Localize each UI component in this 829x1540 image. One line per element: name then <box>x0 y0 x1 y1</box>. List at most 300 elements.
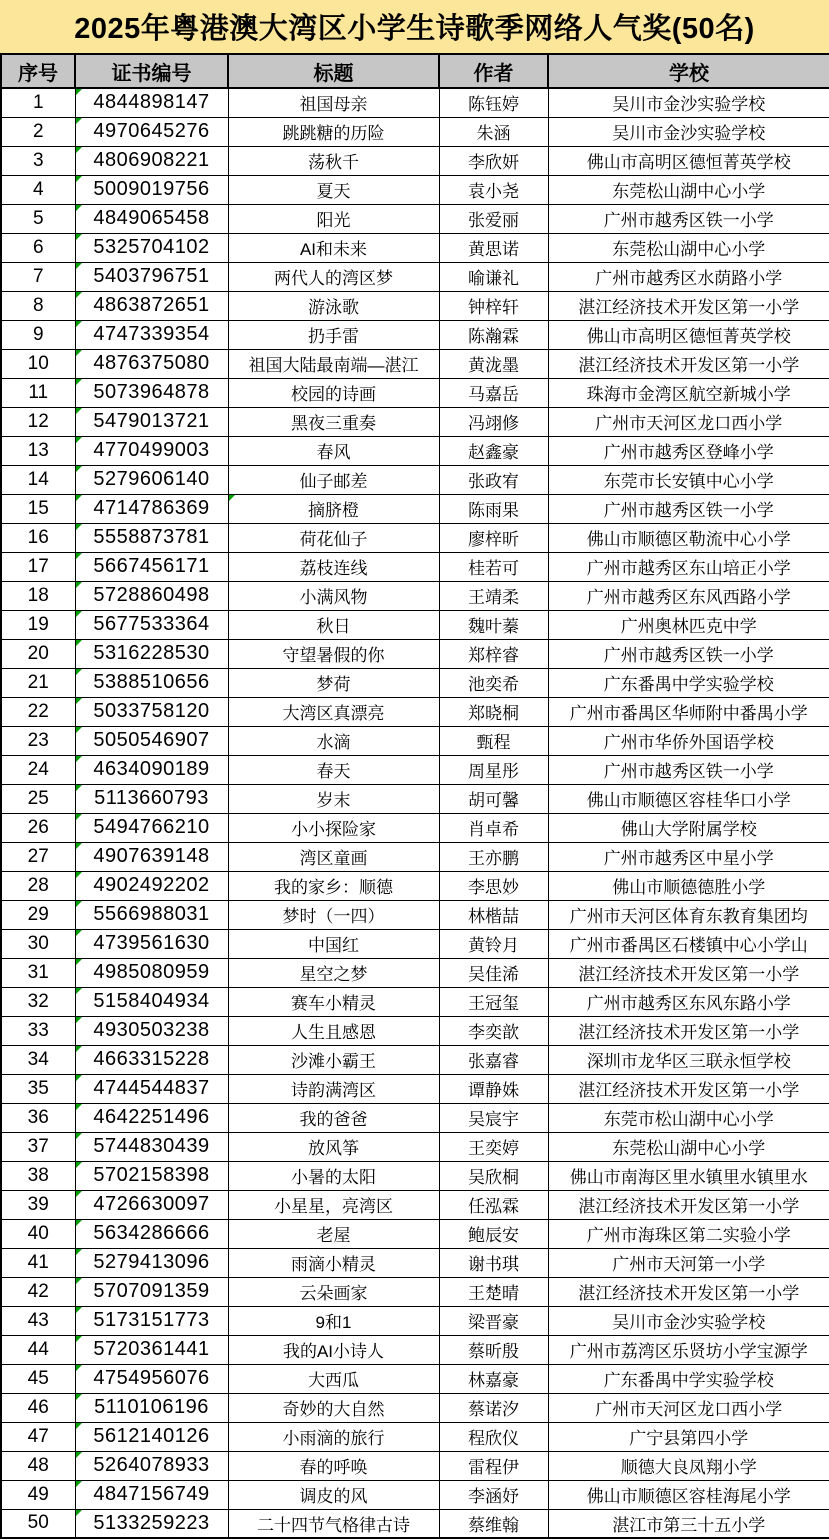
table-row <box>1 668 829 697</box>
certificate-number-cell: 5677533364 <box>75 610 228 639</box>
certificate-number-cell: 5264078933 <box>75 1451 228 1480</box>
row-index-cell: 40 <box>1 1219 75 1248</box>
certificate-number-cell: 5728860498 <box>75 581 228 610</box>
school-cell: 广州市越秀区东风东路小学 <box>548 987 829 1016</box>
author-cell: 赵鑫豪 <box>439 436 548 465</box>
row-index-cell: 35 <box>1 1074 75 1103</box>
row-index-cell: 45 <box>1 1364 75 1393</box>
table-row <box>1 465 829 494</box>
poem-title-cell: 赛车小精灵 <box>228 987 439 1016</box>
certificate-number-cell: 4754956076 <box>75 1364 228 1393</box>
row-index-cell: 8 <box>1 291 75 320</box>
poem-title-cell: 我的AI小诗人 <box>228 1335 439 1364</box>
certificate-number-cell: 5479013721 <box>75 407 228 436</box>
school-cell: 广州市天河区龙口西小学 <box>548 1393 829 1422</box>
certificate-number-cell: 5316228530 <box>75 639 228 668</box>
table-row <box>1 407 829 436</box>
poem-title-cell: 我的爸爸 <box>228 1103 439 1132</box>
certificate-number-cell: 4663315228 <box>75 1045 228 1074</box>
school-cell: 佛山市高明区德恒菁英学校 <box>548 320 829 349</box>
school-cell: 珠海市金湾区航空新城小学 <box>548 378 829 407</box>
row-index-cell: 18 <box>1 581 75 610</box>
row-index-cell: 10 <box>1 349 75 378</box>
table-row <box>1 88 829 117</box>
certificate-number-cell: 4930503238 <box>75 1016 228 1045</box>
author-cell: 王靖柔 <box>439 581 548 610</box>
col-header-cert: 证书编号 <box>75 54 228 88</box>
school-cell: 广东番禺中学实验学校 <box>548 668 829 697</box>
school-cell: 吴川市金沙实验学校 <box>548 88 829 117</box>
author-cell: 陈钰婷 <box>439 88 548 117</box>
poem-title-cell: 荔枝连线 <box>228 552 439 581</box>
school-cell: 佛山市顺德区容桂华口小学 <box>548 784 829 813</box>
table-row <box>1 1045 829 1074</box>
certificate-number-cell: 5009019756 <box>75 175 228 204</box>
author-cell: 雷程伊 <box>439 1451 548 1480</box>
row-index-cell: 21 <box>1 668 75 697</box>
poem-title-cell: 水滴 <box>228 726 439 755</box>
poem-title-cell: 二十四节气格律古诗 <box>228 1509 439 1538</box>
table-row <box>1 871 829 900</box>
author-cell: 李奕歆 <box>439 1016 548 1045</box>
school-cell: 广州市越秀区水荫路小学 <box>548 262 829 291</box>
row-index-cell: 32 <box>1 987 75 1016</box>
poem-title-cell: 岁末 <box>228 784 439 813</box>
row-index-cell: 38 <box>1 1161 75 1190</box>
certificate-number-cell: 5388510656 <box>75 668 228 697</box>
certificate-number-cell: 5033758120 <box>75 697 228 726</box>
certificate-number-cell: 4876375080 <box>75 349 228 378</box>
school-cell: 东莞松山湖中心小学 <box>548 233 829 262</box>
poem-title-cell: 黑夜三重奏 <box>228 407 439 436</box>
row-index-cell: 33 <box>1 1016 75 1045</box>
table-row <box>1 755 829 784</box>
poem-title-cell: 守望暑假的你 <box>228 639 439 668</box>
school-cell: 广州奥林匹克中学 <box>548 610 829 639</box>
table-row <box>1 1132 829 1161</box>
author-cell: 冯翊修 <box>439 407 548 436</box>
row-index-cell: 14 <box>1 465 75 494</box>
row-index-cell: 2 <box>1 117 75 146</box>
poem-title-cell: AI和未来 <box>228 233 439 262</box>
certificate-number-cell: 5612140126 <box>75 1422 228 1451</box>
certificate-number-cell: 4970645276 <box>75 117 228 146</box>
school-cell: 湛江经济技术开发区第一小学 <box>548 349 829 378</box>
poem-title-cell: 夏天 <box>228 175 439 204</box>
poem-title-cell: 雨滴小精灵 <box>228 1248 439 1277</box>
poem-title-cell: 小满风物 <box>228 581 439 610</box>
author-cell: 王楚晴 <box>439 1277 548 1306</box>
table-row <box>1 1364 829 1393</box>
author-cell: 黄思诺 <box>439 233 548 262</box>
row-index-cell: 24 <box>1 755 75 784</box>
page-title: 2025年粤港澳大湾区小学生诗歌季网络人气奖(50名) <box>0 0 829 53</box>
school-cell: 东莞市长安镇中心小学 <box>548 465 829 494</box>
certificate-number-cell: 5050546907 <box>75 726 228 755</box>
row-index-cell: 20 <box>1 639 75 668</box>
school-cell: 广州市越秀区中星小学 <box>548 842 829 871</box>
row-index-cell: 15 <box>1 494 75 523</box>
table-row <box>1 494 829 523</box>
table-row <box>1 1074 829 1103</box>
poem-title-cell: 摘脐橙 <box>228 494 439 523</box>
table-row <box>1 842 829 871</box>
row-index-cell: 4 <box>1 175 75 204</box>
author-cell: 桂若可 <box>439 552 548 581</box>
certificate-number-cell: 5110106196 <box>75 1393 228 1422</box>
certificate-number-cell: 5744830439 <box>75 1132 228 1161</box>
table-row <box>1 1277 829 1306</box>
school-cell: 广州市越秀区东风西路小学 <box>548 581 829 610</box>
row-index-cell: 9 <box>1 320 75 349</box>
school-cell: 广州市越秀区铁一小学 <box>548 639 829 668</box>
school-cell: 东莞松山湖中心小学 <box>548 175 829 204</box>
row-index-cell: 41 <box>1 1248 75 1277</box>
row-index-cell: 12 <box>1 407 75 436</box>
certificate-number-cell: 4844898147 <box>75 88 228 117</box>
school-cell: 广州市番禺区华师附中番禺小学 <box>548 697 829 726</box>
school-cell: 湛江经济技术开发区第一小学 <box>548 1016 829 1045</box>
author-cell: 朱涵 <box>439 117 548 146</box>
row-index-cell: 47 <box>1 1422 75 1451</box>
table-row <box>1 1422 829 1451</box>
table-row <box>1 1190 829 1219</box>
certificate-number-cell: 5279606140 <box>75 465 228 494</box>
author-cell: 王亦鹏 <box>439 842 548 871</box>
row-index-cell: 26 <box>1 813 75 842</box>
col-header-title: 标题 <box>228 54 439 88</box>
author-cell: 袁小尧 <box>439 175 548 204</box>
school-cell: 吴川市金沙实验学校 <box>548 117 829 146</box>
table-row <box>1 987 829 1016</box>
poem-title-cell: 阳光 <box>228 204 439 233</box>
table-row <box>1 175 829 204</box>
author-cell: 李思妙 <box>439 871 548 900</box>
row-index-cell: 13 <box>1 436 75 465</box>
poem-title-cell: 跳跳糖的历险 <box>228 117 439 146</box>
poem-title-cell: 诗韵满湾区 <box>228 1074 439 1103</box>
author-cell: 李涵妤 <box>439 1480 548 1509</box>
row-index-cell: 28 <box>1 871 75 900</box>
table-row <box>1 610 829 639</box>
author-cell: 蔡诺汐 <box>439 1393 548 1422</box>
table-row <box>1 1103 829 1132</box>
poem-title-cell: 我的家乡：顺德 <box>228 871 439 900</box>
row-index-cell: 6 <box>1 233 75 262</box>
row-index-cell: 19 <box>1 610 75 639</box>
poem-title-cell: 小小探险家 <box>228 813 439 842</box>
author-cell: 马嘉岳 <box>439 378 548 407</box>
row-index-cell: 37 <box>1 1132 75 1161</box>
poem-title-cell: 春风 <box>228 436 439 465</box>
certificate-number-cell: 5173151773 <box>75 1306 228 1335</box>
col-header-school: 学校 <box>548 54 829 88</box>
school-cell: 佛山市顺德区容桂海尾小学 <box>548 1480 829 1509</box>
school-cell: 湛江经济技术开发区第一小学 <box>548 1277 829 1306</box>
poem-title-cell: 春天 <box>228 755 439 784</box>
school-cell: 广宁县第四小学 <box>548 1422 829 1451</box>
author-cell: 廖梓昕 <box>439 523 548 552</box>
poem-title-cell: 沙滩小霸王 <box>228 1045 439 1074</box>
poem-title-cell: 小暑的太阳 <box>228 1161 439 1190</box>
table-row <box>1 1016 829 1045</box>
table-row <box>1 1480 829 1509</box>
school-cell: 广州市海珠区第二实验小学 <box>548 1219 829 1248</box>
school-cell: 广州市越秀区登峰小学 <box>548 436 829 465</box>
certificate-number-cell: 5707091359 <box>75 1277 228 1306</box>
row-index-cell: 42 <box>1 1277 75 1306</box>
table-row <box>1 233 829 262</box>
school-cell: 广东番禺中学实验学校 <box>548 1364 829 1393</box>
row-index-cell: 5 <box>1 204 75 233</box>
school-cell: 吴川市金沙实验学校 <box>548 1306 829 1335</box>
poem-title-cell: 校园的诗画 <box>228 378 439 407</box>
row-index-cell: 1 <box>1 88 75 117</box>
table-row <box>1 581 829 610</box>
author-cell: 钟梓轩 <box>439 291 548 320</box>
poem-title-cell: 祖国大陆最南端—湛江 <box>228 349 439 378</box>
school-cell: 广州市天河区体育东教育集团均 <box>548 900 829 929</box>
school-cell: 佛山市顺德德胜小学 <box>548 871 829 900</box>
school-cell: 东莞市松山湖中心小学 <box>548 1103 829 1132</box>
poem-title-cell: 调皮的风 <box>228 1480 439 1509</box>
certificate-number-cell: 5403796751 <box>75 262 228 291</box>
certificate-number-cell: 5702158398 <box>75 1161 228 1190</box>
poem-title-cell: 小雨滴的旅行 <box>228 1422 439 1451</box>
author-cell: 谭静姝 <box>439 1074 548 1103</box>
school-cell: 广州市荔湾区乐贤坊小学宝源学 <box>548 1335 829 1364</box>
table-row <box>1 378 829 407</box>
table-row <box>1 726 829 755</box>
author-cell: 黄泷墨 <box>439 349 548 378</box>
poem-title-cell: 大湾区真漂亮 <box>228 697 439 726</box>
school-cell: 深圳市龙华区三联永恒学校 <box>548 1045 829 1074</box>
poem-title-cell: 春的呼唤 <box>228 1451 439 1480</box>
author-cell: 郑梓睿 <box>439 639 548 668</box>
certificate-number-cell: 5073964878 <box>75 378 228 407</box>
poem-title-cell: 梦时（一四） <box>228 900 439 929</box>
certificate-number-cell: 5325704102 <box>75 233 228 262</box>
poem-title-cell: 云朵画家 <box>228 1277 439 1306</box>
certificate-number-cell: 4907639148 <box>75 842 228 871</box>
row-index-cell: 48 <box>1 1451 75 1480</box>
awards-table <box>0 53 829 1539</box>
row-index-cell: 43 <box>1 1306 75 1335</box>
table-row <box>1 117 829 146</box>
certificate-number-cell: 5133259223 <box>75 1509 228 1538</box>
school-cell: 佛山大学附属学校 <box>548 813 829 842</box>
table-row <box>1 929 829 958</box>
school-cell: 广州市越秀区铁一小学 <box>548 494 829 523</box>
certificate-number-cell: 5279413096 <box>75 1248 228 1277</box>
author-cell: 蔡昕殷 <box>439 1335 548 1364</box>
table-row <box>1 523 829 552</box>
author-cell: 梁晋豪 <box>439 1306 548 1335</box>
school-cell: 佛山市高明区德恒菁英学校 <box>548 146 829 175</box>
school-cell: 广州市天河第一小学 <box>548 1248 829 1277</box>
author-cell: 黄铃月 <box>439 929 548 958</box>
poem-title-cell: 游泳歌 <box>228 291 439 320</box>
certificate-number-cell: 4642251496 <box>75 1103 228 1132</box>
certificate-number-cell: 4747339354 <box>75 320 228 349</box>
certificate-number-cell: 4739561630 <box>75 929 228 958</box>
table-row <box>1 146 829 175</box>
row-index-cell: 31 <box>1 958 75 987</box>
author-cell: 鲍辰安 <box>439 1219 548 1248</box>
author-cell: 王冠玺 <box>439 987 548 1016</box>
row-index-cell: 39 <box>1 1190 75 1219</box>
school-cell: 广州市越秀区铁一小学 <box>548 204 829 233</box>
author-cell: 吴宸宇 <box>439 1103 548 1132</box>
author-cell: 甄程 <box>439 726 548 755</box>
certificate-number-cell: 4770499003 <box>75 436 228 465</box>
school-cell: 广州市番禺区石楼镇中心小学山 <box>548 929 829 958</box>
certificate-number-cell: 4863872651 <box>75 291 228 320</box>
poem-title-cell: 中国红 <box>228 929 439 958</box>
table-row <box>1 1393 829 1422</box>
certificate-number-cell: 5558873781 <box>75 523 228 552</box>
certificate-number-cell: 4634090189 <box>75 755 228 784</box>
author-cell: 任泓霖 <box>439 1190 548 1219</box>
school-cell: 东莞松山湖中心小学 <box>548 1132 829 1161</box>
row-index-cell: 3 <box>1 146 75 175</box>
table-row <box>1 958 829 987</box>
poem-title-cell: 荷花仙子 <box>228 523 439 552</box>
poem-title-cell: 扔手雷 <box>228 320 439 349</box>
author-cell: 魏叶蓁 <box>439 610 548 639</box>
table-row <box>1 900 829 929</box>
certificate-number-cell: 4847156749 <box>75 1480 228 1509</box>
certificate-number-cell: 5720361441 <box>75 1335 228 1364</box>
school-cell: 湛江经济技术开发区第一小学 <box>548 1190 829 1219</box>
poem-title-cell: 仙子邮差 <box>228 465 439 494</box>
school-cell: 广州市天河区龙口西小学 <box>548 407 829 436</box>
poem-title-cell: 老屋 <box>228 1219 439 1248</box>
table-row <box>1 1219 829 1248</box>
row-index-cell: 30 <box>1 929 75 958</box>
certificate-number-cell: 4985080959 <box>75 958 228 987</box>
author-cell: 吴欣桐 <box>439 1161 548 1190</box>
certificate-number-cell: 5113660793 <box>75 784 228 813</box>
poem-title-cell: 两代人的湾区梦 <box>228 262 439 291</box>
row-index-cell: 34 <box>1 1045 75 1074</box>
table-row <box>1 1335 829 1364</box>
certificate-number-cell: 4714786369 <box>75 494 228 523</box>
author-cell: 池奕希 <box>439 668 548 697</box>
certificate-number-cell: 4902492202 <box>75 871 228 900</box>
author-cell: 肖卓希 <box>439 813 548 842</box>
author-cell: 蔡维翰 <box>439 1509 548 1538</box>
certificate-number-cell: 5634286666 <box>75 1219 228 1248</box>
header-row <box>1 54 829 88</box>
author-cell: 王奕婷 <box>439 1132 548 1161</box>
col-header-author: 作者 <box>439 54 548 88</box>
table-row <box>1 320 829 349</box>
poem-title-cell: 星空之梦 <box>228 958 439 987</box>
row-index-cell: 16 <box>1 523 75 552</box>
author-cell: 陈瀚霖 <box>439 320 548 349</box>
table-row <box>1 262 829 291</box>
author-cell: 喻谦礼 <box>439 262 548 291</box>
table-row <box>1 552 829 581</box>
poem-title-cell: 祖国母亲 <box>228 88 439 117</box>
table-row <box>1 697 829 726</box>
author-cell: 程欣仪 <box>439 1422 548 1451</box>
author-cell: 林楷喆 <box>439 900 548 929</box>
table-row <box>1 204 829 233</box>
poem-title-cell: 梦荷 <box>228 668 439 697</box>
school-cell: 佛山市顺德区勒流中心小学 <box>548 523 829 552</box>
school-cell: 湛江经济技术开发区第一小学 <box>548 1074 829 1103</box>
school-cell: 佛山市南海区里水镇里水镇里水 <box>548 1161 829 1190</box>
certificate-number-cell: 4744544837 <box>75 1074 228 1103</box>
school-cell: 广州市越秀区东山培正小学 <box>548 552 829 581</box>
poem-title-cell: 大西瓜 <box>228 1364 439 1393</box>
row-index-cell: 27 <box>1 842 75 871</box>
author-cell: 谢书琪 <box>439 1248 548 1277</box>
certificate-number-cell: 4849065458 <box>75 204 228 233</box>
row-index-cell: 17 <box>1 552 75 581</box>
certificate-number-cell: 5494766210 <box>75 813 228 842</box>
poem-title-cell: 奇妙的大自然 <box>228 1393 439 1422</box>
table-row <box>1 1306 829 1335</box>
row-index-cell: 23 <box>1 726 75 755</box>
author-cell: 吴佳浠 <box>439 958 548 987</box>
col-header-index: 序号 <box>1 54 75 88</box>
table-row <box>1 291 829 320</box>
row-index-cell: 29 <box>1 900 75 929</box>
poem-title-cell: 小星星，亮湾区 <box>228 1190 439 1219</box>
poem-title-cell: 秋日 <box>228 610 439 639</box>
school-cell: 湛江经济技术开发区第一小学 <box>548 958 829 987</box>
poem-title-cell: 9和1 <box>228 1306 439 1335</box>
row-index-cell: 11 <box>1 378 75 407</box>
row-index-cell: 7 <box>1 262 75 291</box>
table-row <box>1 1161 829 1190</box>
author-cell: 张政宥 <box>439 465 548 494</box>
table-body <box>1 88 829 1538</box>
poem-title-cell: 湾区童画 <box>228 842 439 871</box>
certificate-number-cell: 5158404934 <box>75 987 228 1016</box>
poem-title-cell: 人生且感恩 <box>228 1016 439 1045</box>
poem-title-cell: 放风筝 <box>228 1132 439 1161</box>
author-cell: 林嘉豪 <box>439 1364 548 1393</box>
author-cell: 陈雨果 <box>439 494 548 523</box>
author-cell: 胡可馨 <box>439 784 548 813</box>
school-cell: 顺德大良凤翔小学 <box>548 1451 829 1480</box>
poem-title-cell: 荡秋千 <box>228 146 439 175</box>
school-cell: 广州市越秀区铁一小学 <box>548 755 829 784</box>
author-cell: 张嘉睿 <box>439 1045 548 1074</box>
author-cell: 张爱丽 <box>439 204 548 233</box>
row-index-cell: 44 <box>1 1335 75 1364</box>
certificate-number-cell: 4806908221 <box>75 146 228 175</box>
school-cell: 广州市华侨外国语学校 <box>548 726 829 755</box>
table-row <box>1 349 829 378</box>
certificate-number-cell: 5667456171 <box>75 552 228 581</box>
table-row <box>1 1248 829 1277</box>
author-cell: 李欣妍 <box>439 146 548 175</box>
row-index-cell: 22 <box>1 697 75 726</box>
table-row <box>1 1509 829 1538</box>
table-row <box>1 436 829 465</box>
table-row <box>1 784 829 813</box>
certificate-number-cell: 4726630097 <box>75 1190 228 1219</box>
school-cell: 湛江经济技术开发区第一小学 <box>548 291 829 320</box>
row-index-cell: 25 <box>1 784 75 813</box>
row-index-cell: 36 <box>1 1103 75 1132</box>
table-row <box>1 639 829 668</box>
